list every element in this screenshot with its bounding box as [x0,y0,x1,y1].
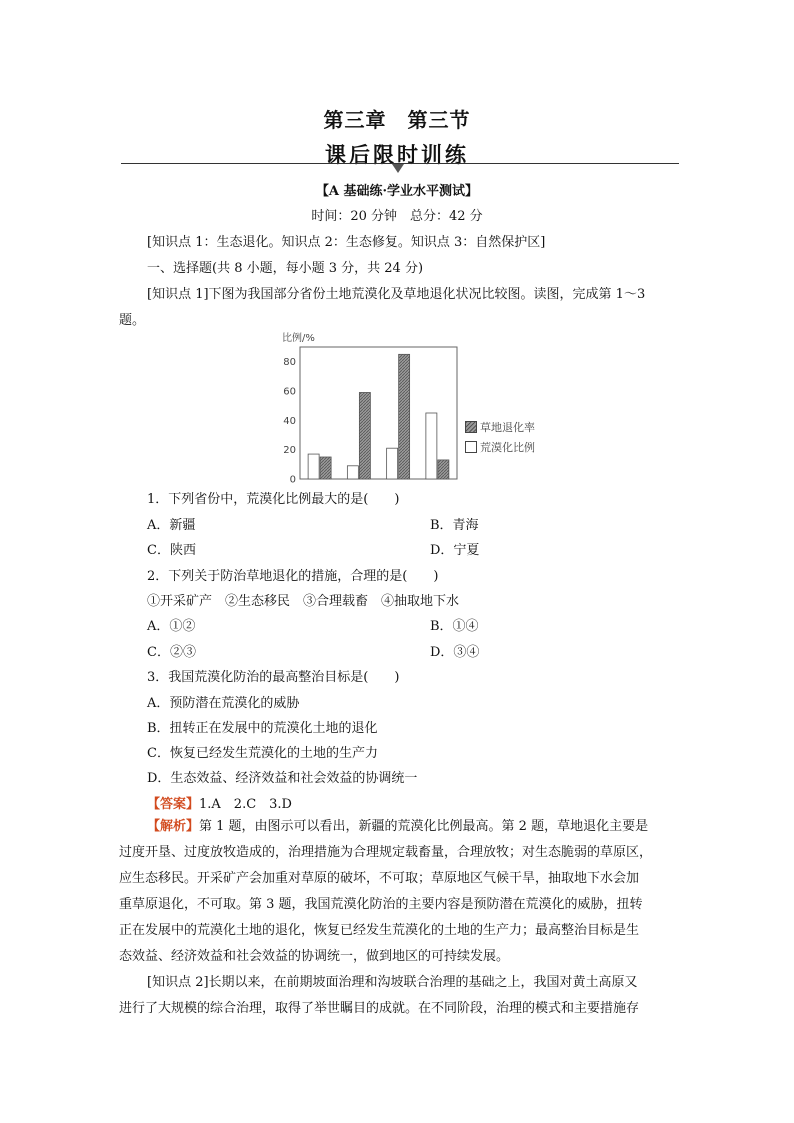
answer-tag: 【答案】 [147,797,200,812]
legend-swatch-hatched [465,421,477,433]
bar-desert-2 [347,466,358,479]
question-1-option-c: C．陕西 [147,543,196,558]
bar-grassland-4 [438,460,449,479]
bar-desert-4 [426,413,437,479]
question-3-option-a: A．预防潜在荒漠化的威胁 [147,696,300,711]
question-2-option-a: A．①② [147,619,196,634]
analysis-line: 重草原退化，不可取。第 3 题，我国荒漠化防治的主要内容是预防潜在荒漠化的威胁，扭转 [119,897,643,912]
y-tick-label: 80 [283,357,296,369]
section-level: 【A 基础练·学业水平测试】 [315,184,479,199]
y-tick-label: 20 [283,445,296,457]
question-2-option-d: D．③④ [430,645,480,660]
question-3-option-b: B．扭转正在发展中的荒漠化土地的退化 [147,721,378,736]
question-2-stem: 2．下列关于防治草地退化的措施，合理的是( ) [147,569,439,584]
analysis-line: 态效益、经济效益和社会效益的协调统一，做到地区的可持续发展。 [119,949,510,964]
page-subtitle: 课后限时训练 [325,142,469,167]
bar-desert-1 [308,454,319,479]
y-tick-label: 0 [289,474,296,484]
analysis-line: 正在发展中的荒漠化土地的退化，恢复已经发生荒漠化的土地的生产力；最高整治目标是生 [119,923,640,938]
question-2-option-b: B．①④ [430,619,479,634]
analysis-paragraph [119,814,652,970]
analysis-line: 应生态移民。开采矿产会加重对草原的破坏，不可取；草原地区气候干旱，抽取地下水会加 [119,871,640,886]
y-tick-label: 40 [283,415,296,427]
question-3-stem: 3．我国荒漠化防治的最高整治目标是( ) [147,670,400,685]
legend-label-grassland: 草地退化率 [480,421,535,434]
question-2-option-c: C．②③ [147,645,196,660]
answer-text: 1.A 2.C 3.D [199,797,292,812]
question-1-option-a: A．新疆 [147,518,196,533]
intro-line-1: [知识点 1]下图为我国部分省份土地荒漠化及草地退化状况比较图。读图，完成第 1～3 [147,287,646,302]
question-1-option-b: B．青海 [430,518,479,533]
chapter-title: 第三章 第三节 [323,108,471,132]
legend-swatch-white [465,441,477,453]
bar-grassland-1 [320,457,331,479]
material-line: [知识点 2]长期以来，在前期坡面治理和沟坡联合治理的基础之上，我国对黄土高原又 [147,975,638,990]
part-heading: 一、选择题(共 8 小题，每小题 3 分，共 24 分) [147,261,424,276]
question-1-option-d: D．宁夏 [430,543,480,558]
knowledge-points: [知识点 1：生态退化。知识点 2：生态修复。知识点 3：自然保护区] [147,235,546,250]
analysis-line: 过度开垦、过度放牧造成的，治理措施为合理规定载畜量，合理放牧；对生态脆弱的草原区， [119,845,653,860]
y-tick-label: 60 [283,386,296,398]
legend-label-desert: 荒漠化比例 [480,441,535,454]
intro-line-2: 题。 [119,313,146,328]
answer-line [147,793,292,812]
time-score: 时间：20 分钟 总分：42 分 [311,209,483,224]
question-3-option-c: C．恢复已经发生荒漠化的土地的生产力 [147,746,378,761]
triangle-marker-icon [392,164,404,173]
question-1-stem: 1．下列省份中，荒漠化比例最大的是( ) [147,492,400,507]
question-3-option-d: D．生态效益、经济效益和社会效益的协调统一 [147,771,418,786]
bar-desert-3 [387,448,398,479]
bar-chart [276,328,546,484]
material-paragraph [119,970,639,1022]
bar-grassland-3 [399,354,410,479]
question-2-items: ①开采矿产 ②生态移民 ③合理载畜 ④抽取地下水 [147,594,460,609]
analysis-line: 第 1 题，由图示可以看出，新疆的荒漠化比例最高。第 2 题，草地退化主要是 [199,819,649,834]
y-axis-label: 比例/% [282,333,315,344]
analysis-tag: 【解析】 [147,819,200,834]
bar-grassland-2 [359,392,370,479]
material-line: 进行了大规模的综合治理，取得了举世瞩目的成就。在不同阶段，治理的模式和主要措施存 [119,1001,640,1016]
